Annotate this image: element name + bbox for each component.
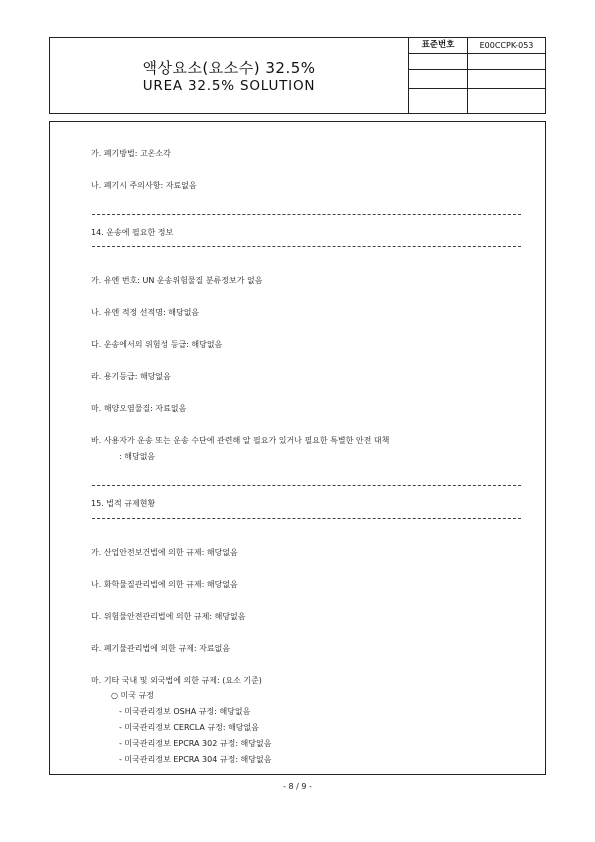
us-osha: - 미국관리정보 OSHA 규정: 해당없음 xyxy=(119,707,251,716)
std-number-value: E00CCPK-053 xyxy=(479,41,534,50)
info-row-empty xyxy=(409,54,545,70)
info-row-standard-number xyxy=(409,38,545,54)
sec14-special-precautions: 바. 사용자가 운송 또는 운송 수단에 관련해 알 필요가 있거나 필요한 특별한 안전 대책 xyxy=(91,436,390,445)
sec15-industrial-safety: 가. 산업안전보건법에 의한 규제: 해당없음 xyxy=(91,548,238,557)
section-14-heading: 14. 운송에 필요한 정보 xyxy=(91,228,174,237)
sec14-shipping-name: 나. 유엔 적정 선적명: 해당없음 xyxy=(91,308,200,317)
sec14-packing-group: 라. 용기등급: 해당없음 xyxy=(91,372,171,381)
divider xyxy=(92,214,521,215)
disposal-caution: 나. 폐기시 주의사항: 자료없음 xyxy=(91,181,197,190)
document-info-table xyxy=(409,38,545,113)
title-english: UREA 32.5% SOLUTION xyxy=(142,78,316,94)
section-15-heading: 15. 법적 규제현황 xyxy=(91,499,156,508)
title-cell xyxy=(50,38,409,113)
sec14-special-precautions-value: : 해당없음 xyxy=(119,452,156,461)
us-epcra-304: - 미국관리정보 EPCRA 304 규정: 해당없음 xyxy=(119,755,272,764)
page-number: - 8 / 9 - xyxy=(283,782,312,791)
sec15-other-regulations: 마. 기타 국내 및 외국법에 의한 규제: (요소 기준) xyxy=(91,676,262,685)
sec15-chemical-control: 나. 화학물질관리법에 의한 규제: 해당없음 xyxy=(91,580,238,589)
sec14-marine-pollutant: 마. 해양오염물질: 자료없음 xyxy=(91,404,187,413)
title-korean: 액상요소(요소수) 32.5% xyxy=(142,59,316,77)
sec15-dangerous-goods: 다. 위험물안전관리법에 의한 규제: 해당없음 xyxy=(91,612,246,621)
sec15-waste-control: 라. 폐기물관리법에 의한 규제: 자료없음 xyxy=(91,644,231,653)
us-cercla: - 미국관리정보 CERCLA 규정: 해당없음 xyxy=(119,723,259,732)
disposal-method: 가. 폐기방법: 고온소각 xyxy=(91,149,171,158)
sec14-hazard-class: 다. 운송에서의 위험성 등급: 해당없음 xyxy=(91,340,223,349)
us-regulations-heading: ○ 미국 규정 xyxy=(111,691,154,700)
divider xyxy=(92,246,521,247)
sec14-un-number: 가. 유엔 번호: UN 운송위험물질 분류정보가 없음 xyxy=(91,276,263,285)
std-number-label: 표준번호 xyxy=(409,38,468,53)
divider xyxy=(92,485,521,486)
info-row-empty xyxy=(409,70,545,89)
divider xyxy=(92,518,521,519)
us-epcra-302: - 미국관리정보 EPCRA 302 규정: 해당없음 xyxy=(119,739,272,748)
document-header xyxy=(49,37,546,114)
info-row-empty xyxy=(409,89,545,113)
